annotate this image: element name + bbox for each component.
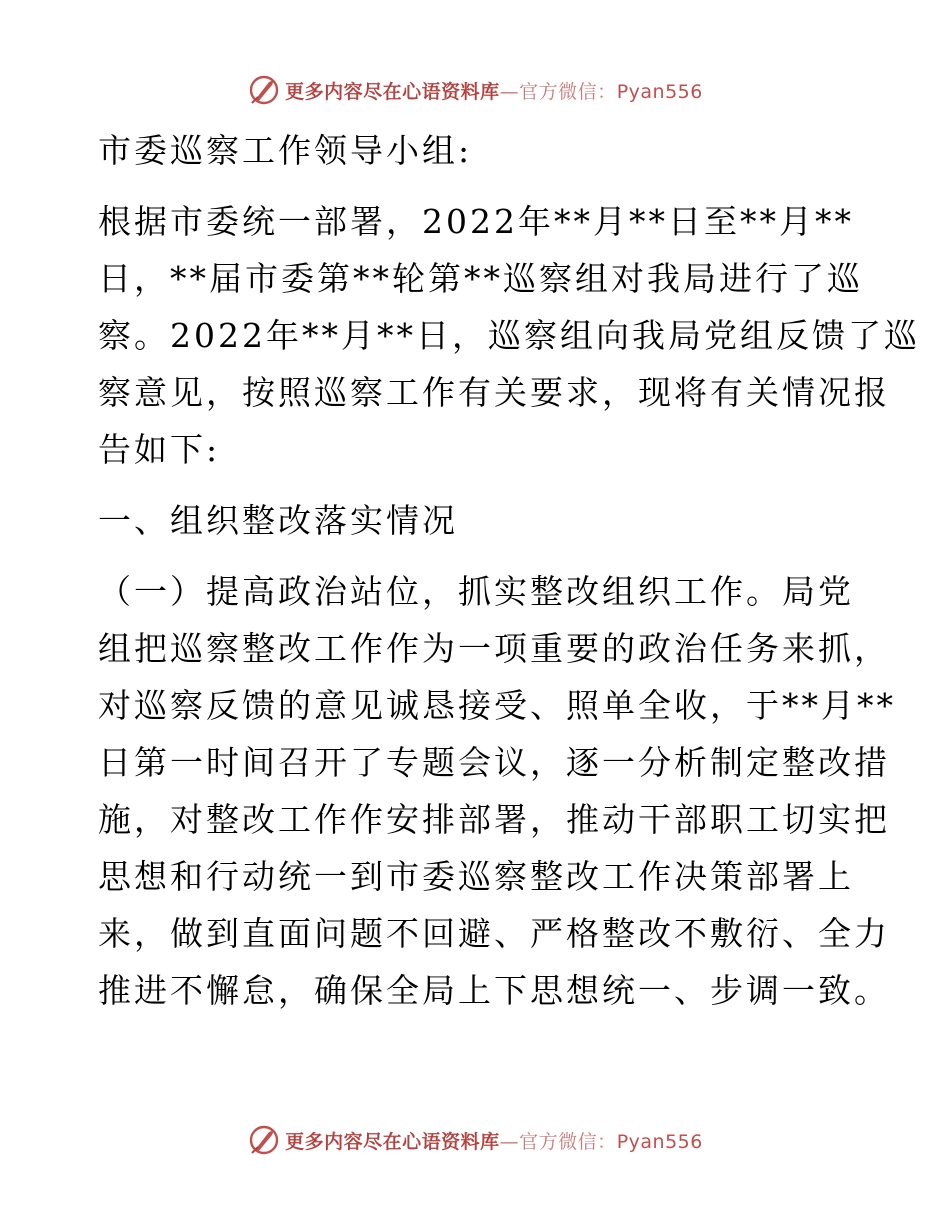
paragraph-line: 察意见，按照巡察工作有关要求，现将有关情况报 (98, 373, 890, 412)
paragraph-line: 日第一时间召开了专题会议，逐一分析制定整改措 (98, 743, 890, 782)
banner-dash: — (499, 1130, 520, 1153)
paragraph-line: 察。2022年**月**日，巡察组向我局党组反馈了巡 (98, 316, 920, 355)
paragraph-line: 组把巡察整改工作作为一项重要的政治任务来抓， (98, 629, 890, 668)
paragraph-line: 根据市委统一部署，2022年**月**日至**月** (98, 202, 854, 241)
paragraph-line: 施，对整改工作作安排部署，推动干部职工切实把 (98, 800, 890, 839)
banner-text (285, 1127, 703, 1154)
paragraph-line: 对巡察反馈的意见诚恳接受、照单全收，于**月** (98, 686, 896, 725)
quill-pen-circle-icon (247, 1123, 281, 1157)
paragraph-line: （一）提高政治站位，抓实整改组织工作。局党 (98, 572, 854, 611)
document-body (98, 122, 920, 1019)
paragraph-line: 推进不懈怠，确保全局上下思想统一、步调一致。 (98, 971, 890, 1010)
footer-watermark-banner (0, 1120, 950, 1160)
paragraph-line: 来，做到直面问题不回避、严格整改不敷衍、全力 (98, 914, 890, 953)
paragraph-line: 日，**届市委第**轮第**巡察组对我局进行了巡 (98, 259, 863, 298)
banner-site-name: 更多内容尽在心语资料库 (285, 1130, 500, 1153)
paragraph-line: 告如下: (98, 430, 221, 469)
section-heading: 一、组织整改落实情况 (98, 501, 458, 540)
paragraph-line: 思想和行动统一到市委巡察整改工作决策部署上 (98, 857, 854, 896)
banner-wechat-label: 官方微信： (519, 1130, 617, 1153)
salutation-line: 市委巡察工作领导小组: (98, 131, 473, 170)
banner-site-name: 更多内容尽在心语资料库 (285, 80, 500, 103)
banner-wechat-label: 官方微信： (519, 80, 617, 103)
banner-wechat-id: Pyan556 (616, 80, 703, 103)
banner-dash: — (499, 80, 520, 103)
banner-text (285, 77, 703, 104)
quill-pen-circle-icon (247, 73, 281, 107)
header-watermark-banner (0, 70, 950, 110)
banner-wechat-id: Pyan556 (616, 1130, 703, 1153)
